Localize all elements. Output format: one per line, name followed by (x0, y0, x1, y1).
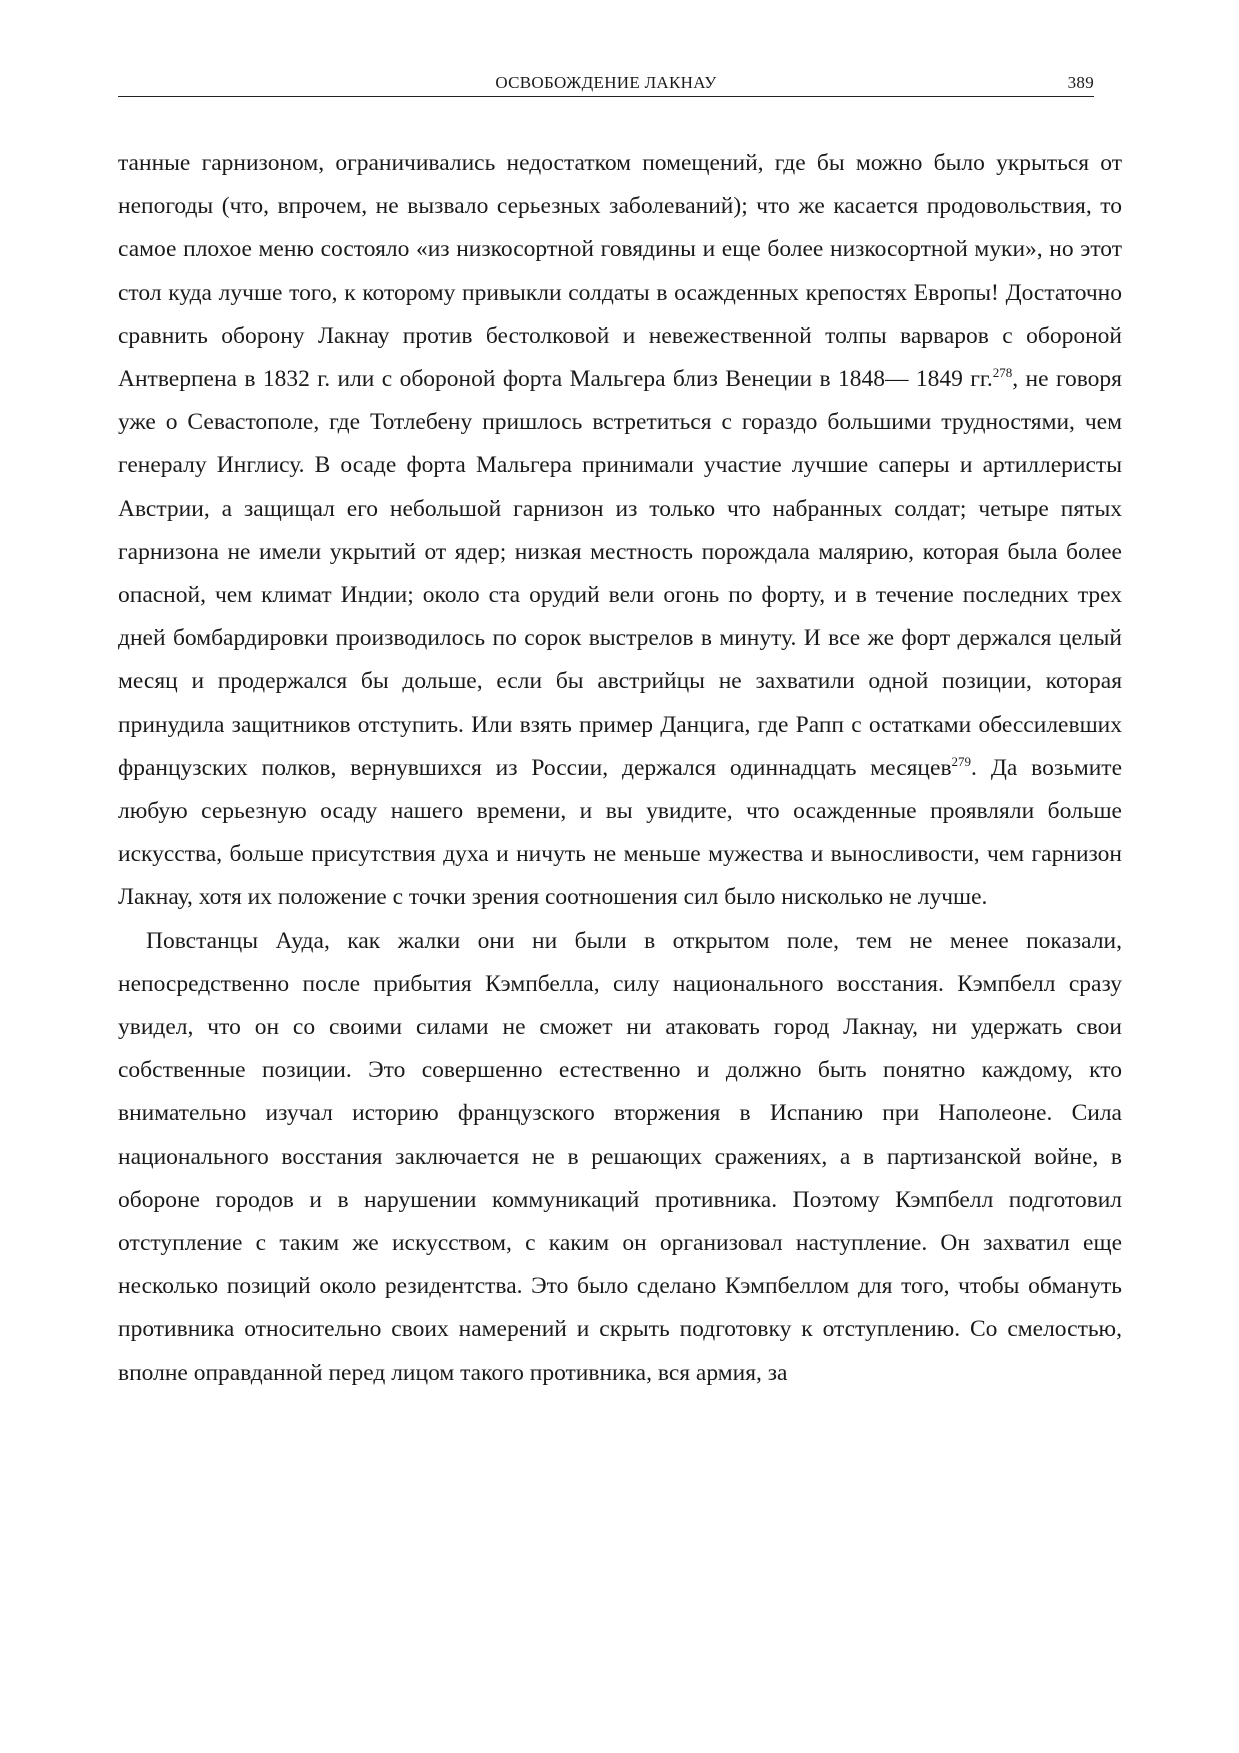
page-number: 389 (1067, 73, 1094, 92)
paragraph-1-text-c: . Да возьмите любую серьезную осаду нашего времени, и вы увидите, что осажденные проявляли больше искусства, больше присутствия духа и ничуть не меньше мужества и выносливости, чем гарнизон Лакнау, хотя их положение с точки зрения соотношения сил было нисколько не лучше. (118, 754, 1122, 911)
running-header (118, 66, 1094, 97)
chapter-title: ОСВОБОЖДЕНИЕ ЛАКНАУ (495, 73, 717, 92)
paragraph-1-text-a: танные гарнизоном, ограничивались недостатком помещений, где бы можно было укрыться от непогоды (что, впрочем, не вызвало серьезных заболеваний); что же касается продовольствия, то самое плохое меню состояло «из низкосортной говядины и еще более низкосортной муки», но этот стол куда лучше того, к которому привыкли солдаты в осажденных крепостях Европы! Достаточно сравнить оборону Лакнау против бестолковой и невежественной толпы варваров с обороной Антверпена в 1832 г. или с обороной форта Мальгера близ Венеции в 1848— 1849 гг. (118, 150, 1122, 393)
paragraph-1-text-b: , не говоря уже о Севастополе, где Тотлебену пришлось встретиться с гораздо большими трудностями, чем генералу Инглису. В осаде форта Мальгера принимали участие лучшие саперы и артиллеристы Австрии, а защищал его небольшой гарнизон из только что набранных солдат; четыре пятых гарнизона не имели укрытий от ядер; низкая местность порождала малярию, которая была более опасной, чем климат Индии; около ста орудий вели огонь по форту, и в течение последних трех дней бомбардировки производилось по сорок выстрелов в минуту. И все же форт держался целый месяц и продержался бы дольше, если бы австрийцы не захватили одной позиции, которая принудила защитников отступить. Или взять пример Данцига, где Рапп с остатками обессилевших французских полков, вернувшихся из России, держался одиннадцать месяцев (118, 366, 1122, 781)
body-text (118, 142, 1122, 1395)
footnote-ref-278[interactable]: 278 (992, 365, 1013, 381)
footnote-ref-279[interactable]: 279 (951, 754, 972, 770)
paragraph-1 (118, 142, 1122, 920)
paragraph-2: Повстанцы Ауда, как жалки они ни были в открытом поле, тем не менее показали, непосредственно после прибытия Кэмпбелла, силу национального восстания. Кэмпбелл сразу увидел, что он со своими силами не сможет ни атаковать город Лакнау, ни удержать свои собственные позиции. Это совершенно естественно и должно быть понятно каждому, кто внимательно изучал историю французского вторжения в Испанию при Наполеоне. Сила национального восстания заключается не в решающих сражениях, а в партизанской войне, в обороне городов и в нарушении коммуникаций противника. Поэтому Кэмпбелл подготовил отступление с таким же искусством, с каким он организовал наступление. Он захватил еще несколько позиций около резидентства. Это было сделано Кэмпбеллом для того, чтобы обмануть противника относительно своих намерений и скрыть подготовку к отступлению. Со смелостью, вполне оправданной перед лицом такого противника, вся армия, за (118, 927, 1122, 1386)
